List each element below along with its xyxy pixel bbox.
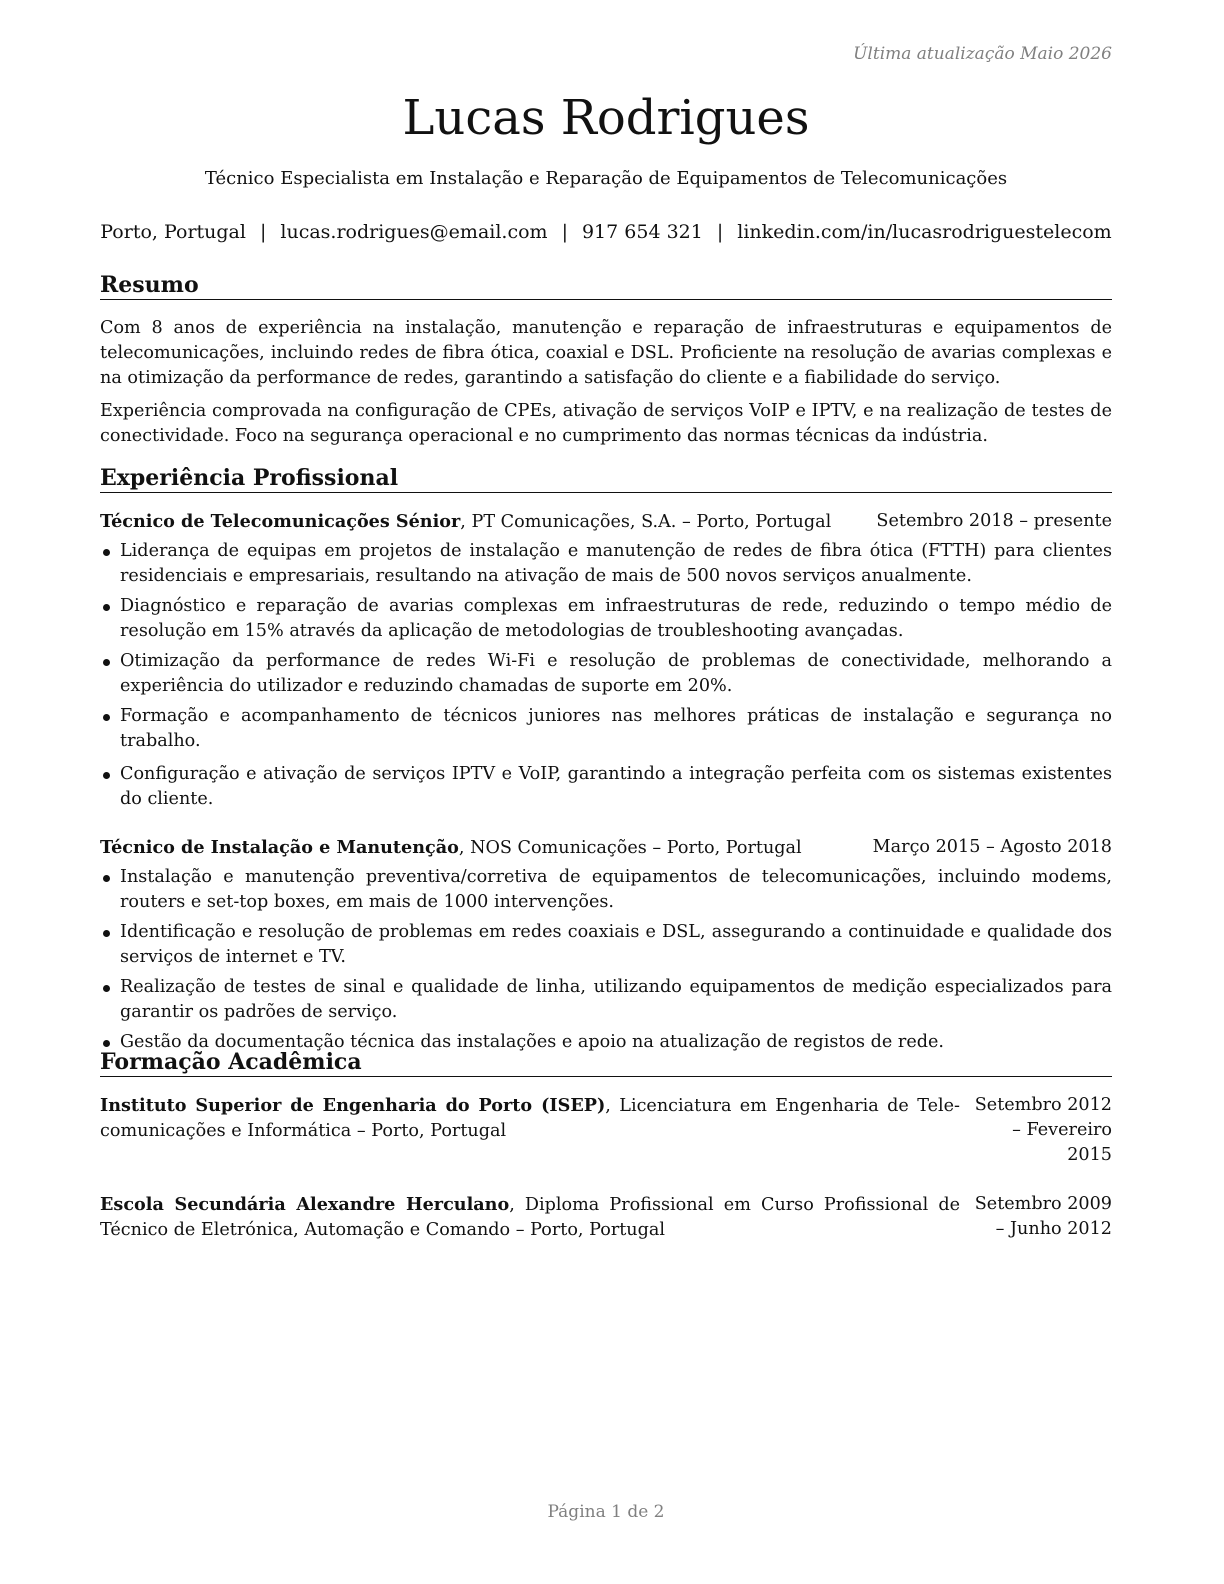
summary-paragraph: Experiência comprovada na configuração de CPEs, ativação de serviços VoIP e IPTV, e na realização de testes de conectividade. Foco na segurança operacional e no cumprimento das normas técnicas da indústria. bbox=[100, 401, 1112, 446]
page-number: Página 1 de 2 bbox=[547, 1502, 665, 1522]
list-item: Gestão da documentação técnica das instalações e apoio na atualização de registos de rede. bbox=[100, 1030, 1112, 1055]
education-description bbox=[100, 1192, 960, 1243]
job-bullets bbox=[100, 865, 1112, 1055]
list-item: Instalação e manutenção preventiva/corretiva de equipamentos de telecomunicações, incluindo modems, routers e set-top boxes, em mais de 1000 intervenções. bbox=[100, 865, 1112, 915]
bullet-icon bbox=[103, 714, 110, 721]
bullet-icon bbox=[103, 772, 110, 779]
contact-linkedin[interactable]: linkedin.com/in/lucasrodriguestelecom bbox=[737, 221, 1112, 243]
job-role: Técnico de Telecomunicações Sénior bbox=[100, 511, 461, 532]
bullet-icon bbox=[103, 930, 110, 937]
education-details: , Diploma Profissional em Curso Profissional de Técnico de Eletrónica, Automação e Comando – Porto, Portugal bbox=[100, 1195, 960, 1240]
bullet-icon bbox=[103, 985, 110, 992]
list-item: Realização de testes de sinal e qualidade de linha, utilizando equipamentos de medição especializados para garantir os padrões de serviço. bbox=[100, 975, 1112, 1025]
job-dates: Março 2015 – Agosto 2018 bbox=[872, 837, 1112, 857]
list-item: Configuração e ativação de serviços IPTV e VoIP, garantindo a integração perfeita com os sistemas existentes do cliente. bbox=[100, 762, 1112, 812]
job-entry bbox=[100, 835, 1112, 1055]
section-title-summary: Resumo bbox=[100, 271, 1112, 300]
list-item: Liderança de equipas em projetos de instalação e manutenção de redes de fibra ótica (FTTH) para clientes residenciais e empresariais, resultando na ativação de mais de 500 novos serviços anualmente. bbox=[100, 539, 1112, 589]
bullet-icon bbox=[103, 875, 110, 882]
education-entry bbox=[100, 1093, 1112, 1168]
education-dates: Setembro 2012 – Fevereiro 2015 bbox=[974, 1095, 1112, 1165]
contact-separator: | bbox=[259, 221, 267, 243]
summary-section bbox=[100, 271, 1112, 449]
last-updated: Última atualização Maio 2026 bbox=[853, 44, 1112, 64]
contact-location: Porto, Portugal bbox=[100, 221, 246, 243]
contact-separator: | bbox=[561, 221, 568, 243]
list-item: Otimização da performance de redes Wi-Fi e resolução de problemas de conectividade, melhorando a experiência do utilizador e reduzindo chamadas de suporte em 20%. bbox=[100, 649, 1112, 699]
job-company: , NOS Comunicações – Porto, Portugal bbox=[458, 838, 802, 858]
list-item: Formação e acompanhamento de técnicos juniores nas melhores práticas de instalação e segurança no trabalho. bbox=[100, 704, 1112, 754]
job-title-line bbox=[100, 835, 802, 861]
section-title-education: Formação Acadêmica bbox=[100, 1048, 1112, 1077]
contact-line bbox=[100, 219, 1112, 245]
list-item: Diagnóstico e reparação de avarias complexas em infraestruturas de rede, reduzindo o tempo médio de resolução em 15% através da aplicação de metodologias de troubleshooting avançadas. bbox=[100, 594, 1112, 644]
job-role: Técnico de Instalação e Manutenção bbox=[100, 837, 459, 858]
bullet-icon bbox=[103, 1040, 110, 1047]
job-dates: Setembro 2018 – presente bbox=[876, 511, 1112, 531]
headline: Técnico Especialista em Instalação e Reparação de Equipamentos de Telecomunicações bbox=[204, 168, 1008, 189]
job-header bbox=[100, 835, 1112, 861]
candidate-name: Lucas Rodrigues bbox=[402, 90, 810, 146]
bullet-icon bbox=[103, 659, 110, 666]
list-item: Identificação e resolução de problemas em redes coaxiais e DSL, assegurando a continuidade e qualidade dos serviços de internet e TV. bbox=[100, 920, 1112, 970]
experience-section bbox=[100, 464, 1112, 1055]
education-details: , Licenciatura em Engenharia de Telecomunicações e Informática – Porto, Portugal bbox=[100, 1096, 960, 1141]
resume-page bbox=[100, 0, 1112, 1584]
job-header bbox=[100, 509, 1112, 535]
bullet-icon bbox=[103, 549, 110, 556]
summary-paragraph: Com 8 anos de experiência na instalação, manutenção e reparação de infraestruturas e equipamentos de telecomunicações, incluindo redes de fibra ótica, coaxial e DSL. Proficiente na resolução de avarias complexas e na otimização da performance de redes, garantindo a satisfação do cliente e a fiabilidade do serviço. bbox=[100, 318, 1112, 388]
job-title-line bbox=[100, 509, 831, 535]
contact-separator: | bbox=[716, 221, 724, 243]
education-institution: Instituto Superior de Engenharia do Porto (ISEP) bbox=[100, 1095, 606, 1116]
job-company: , PT Comunicações, S.A. – Porto, Portugal bbox=[460, 512, 832, 532]
education-section bbox=[100, 1048, 1112, 1243]
bullet-icon bbox=[103, 604, 110, 611]
education-entry bbox=[100, 1192, 1112, 1243]
job-bullets bbox=[100, 539, 1112, 812]
contact-phone: 917 654 321 bbox=[581, 221, 703, 243]
education-description bbox=[100, 1093, 960, 1168]
section-title-experience: Experiência Profissional bbox=[100, 464, 1112, 493]
job-entry bbox=[100, 509, 1112, 812]
contact-email[interactable]: lucas.rodrigues@email.com bbox=[280, 221, 548, 243]
education-institution: Escola Secundária Alexandre Herculano bbox=[100, 1194, 510, 1215]
education-dates: Setembro 2009 – Junho 2012 bbox=[974, 1194, 1112, 1239]
